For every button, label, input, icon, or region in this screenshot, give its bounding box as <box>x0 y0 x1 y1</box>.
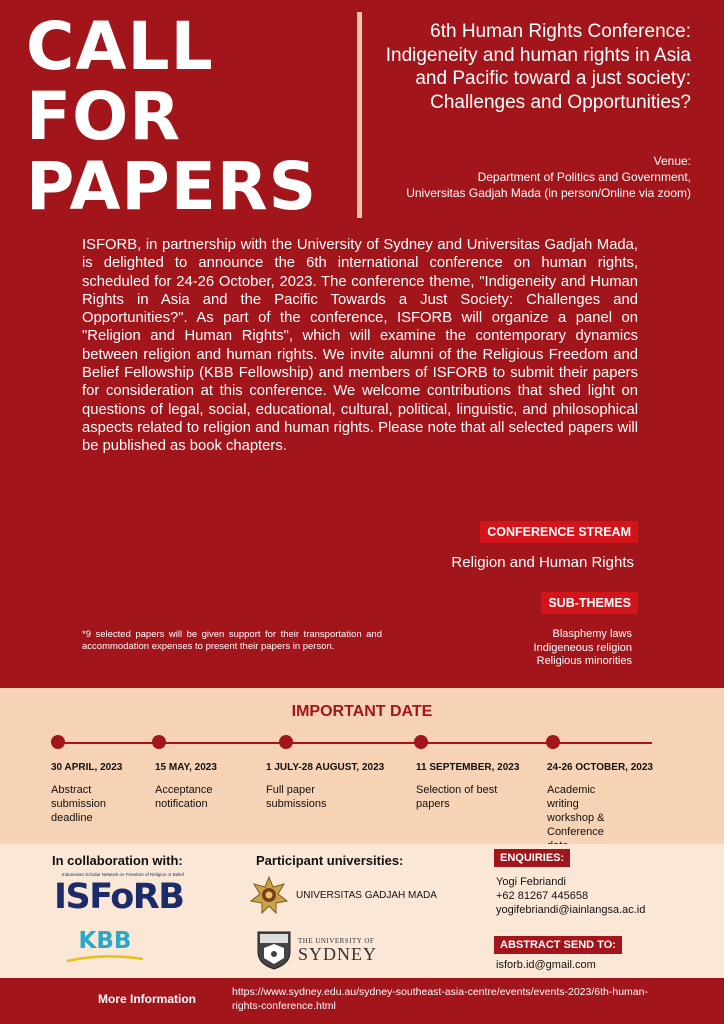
call-line: PAPERS <box>26 148 318 225</box>
sub-themes-tag: SUB-THEMES <box>541 592 638 614</box>
conference-stream-tag: CONFERENCE STREAM <box>480 521 638 543</box>
usyd-logo <box>256 930 377 970</box>
usyd-small-text: THE UNIVERSITY OF <box>298 937 375 945</box>
sub-theme-item: Indigeneous religion <box>533 641 632 654</box>
isforb-wordmark: ISFoRB <box>54 877 184 917</box>
abstract-send-tag: ABSTRACT SEND TO: <box>494 936 622 954</box>
sub-themes-list <box>534 628 632 669</box>
timeline-dot <box>546 735 560 749</box>
enquiries-tag: ENQUIRIES: <box>494 849 570 867</box>
intro-paragraph: ISFORB, in partnership with the University of Sydney and Universitas Gadjah Mada, is delighted to announce the 6th international conference on human rights, scheduled for 24-26 October, 2023. The conference theme, "Indigeneity and Human Rights in Asia and the Pacific Towards a Just Society: Challenges and Opportunities?". As part of the conference, ISFORB will organize a panel on "Religion and Human Rights", which will examine the contemporary dynamics between religion and human rights. We invite alumni of the Religious Freedom and Belief Fellowship (KBB Fellowship) and members of ISFORB to submit their papers for consideration at this conference. We welcome contributions that shed light on questions of legal, social, educational, cultural, political, linguistic, and philosophical aspects related to religion and human rights. Please note that all selected papers will be published as book chapters. <box>82 237 638 455</box>
timeline-dot <box>279 735 293 749</box>
step-text: Acceptance notification <box>155 784 213 810</box>
step-text: Full paper submissions <box>266 784 327 810</box>
timeline-line <box>52 742 652 744</box>
timeline-dot <box>152 735 166 749</box>
step-date: 15 MAY, 2023 <box>155 762 217 773</box>
step-text: Academic writing workshop & Conference <box>547 784 605 838</box>
date-step <box>547 762 687 853</box>
important-dates-title: IMPORTANT DATE <box>291 703 433 720</box>
important-dates-section <box>0 688 724 844</box>
support-footnote: *9 selected papers will be given support for their transportation and accommodation expenses to present their papers in person. <box>82 629 382 652</box>
venue-label: Venue: <box>653 154 691 168</box>
step-date: 11 SEPTEMBER, 2023 <box>416 762 520 773</box>
contact-email[interactable]: yogifebriandi@iainlangsa.ac.id <box>496 904 646 916</box>
ugm-emblem-icon <box>250 876 288 914</box>
contact-phone[interactable]: +62 81267 445658 <box>496 890 589 902</box>
venue-line: Department of Politics and Government, <box>477 170 691 184</box>
sub-theme-item: Blasphemy laws <box>552 628 632 640</box>
venue-info <box>391 153 691 201</box>
ugm-logo <box>250 876 437 914</box>
step-date: 30 APRIL, 2023 <box>51 762 123 773</box>
ugm-name: UNIVERSITAS GADJAH MADA <box>296 889 437 901</box>
usyd-big-text: SYDNEY <box>298 944 378 964</box>
partners-section <box>0 844 724 978</box>
sub-theme-item: Religious minorities <box>536 655 632 667</box>
timeline-dot <box>414 735 428 749</box>
enquiries-details <box>496 875 645 917</box>
footer-bar <box>0 978 724 1024</box>
abstract-email[interactable]: isforb.id@gmail.com <box>496 959 596 971</box>
step-date: 1 JULY-28 AUGUST, 2023 <box>266 762 385 773</box>
contact-name: Yogi Febriandi <box>496 876 566 888</box>
call-line: CALL <box>26 8 214 85</box>
venue-line: Universitas Gadjah Mada (in person/Online via zoom) <box>406 186 691 200</box>
usyd-crest-icon <box>256 930 292 970</box>
conference-title: 6th Human Rights Conference: Indigeneity and human rights in Asia and Pacific toward a just society: Challenges and Opportunities? <box>385 21 691 113</box>
date-step <box>416 762 556 811</box>
more-information-link[interactable]: https://www.sydney.edu.au/sydney-southeast-asia-centre/events/events-2023/6th-human-rights-conference.html <box>232 986 648 1012</box>
conference-stream-value: Religion and Human Rights <box>451 554 634 571</box>
step-text: Selection of best papers <box>416 784 498 810</box>
usyd-name <box>298 937 377 963</box>
isforb-tagline: Indonesian Scholar Network on Freedom of Religion or Belief <box>62 872 185 877</box>
date-step <box>266 762 406 811</box>
collaboration-title: In collaboration with: <box>52 853 183 868</box>
kbb-logo <box>65 928 145 964</box>
timeline-dot <box>51 735 65 749</box>
participants-title: Participant universities: <box>256 853 404 868</box>
step-date: 24-26 OCTOBER, 2023 <box>547 762 653 773</box>
call-for-papers-heading <box>26 8 318 225</box>
more-information-label: More Information <box>98 992 196 1006</box>
kbb-wordmark: KBB <box>78 928 132 954</box>
isforb-logo <box>54 872 185 917</box>
call-line: FOR <box>26 78 182 155</box>
step-text: Abstract submission deadline <box>51 784 107 824</box>
kbb-swoosh-icon <box>65 954 145 964</box>
